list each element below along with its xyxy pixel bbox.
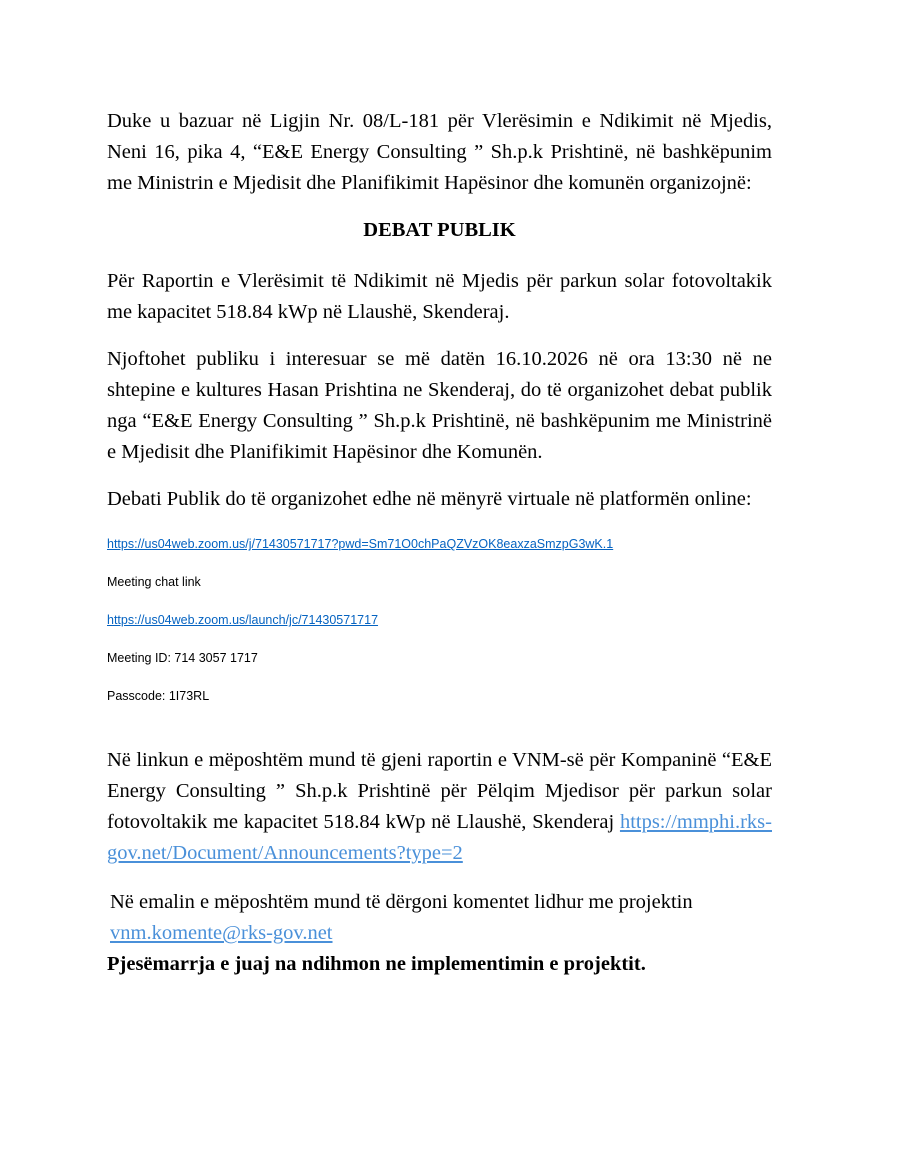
document-page — [107, 106, 772, 980]
report-link[interactable]: https://mmphi.rks-gov.net/Document/Announcements?type=2 — [107, 811, 772, 864]
virtual-paragraph: Debati Publik do të organizohet edhe në mënyrë virtuale në platformën online: — [107, 488, 752, 510]
meeting-id: Meeting ID: 714 3057 1717 — [107, 651, 258, 665]
chat-link-label: Meeting chat link — [107, 575, 201, 589]
zoom-meeting-link[interactable]: https://us04web.zoom.us/j/71430571717?pwd=Sm71O0chPaQZVzOK8eaxzaSmzpG3wK.1 — [107, 537, 614, 551]
intro-paragraph: Duke u bazuar në Ligjin Nr. 08/L-181 për Vlerësimin e Ndikimit në Mjedis, Neni 16, pika 4, “E&E Energy Consulting ” Sh.p.k Prishtinë, në bashkëpunim me Ministrin e Mjedisit dhe Planifikimit Hapësinor dhe komunën organizojnë: — [107, 110, 772, 194]
email-paragraph: Në emalin e mëposhtëm mund të dërgoni komentet lidhur me projektin — [110, 891, 693, 913]
meeting-passcode: Passcode: 1I73RL — [107, 689, 210, 703]
report-text: Në linkun e mëposhtëm mund të gjeni raportin e VNM-së për Kompaninë “E&E Energy Consulting ” Sh.p.k Prishtinë për Pëlqim Mjedisor për parkun solar fotovoltakik me kapacitet 518.84 kWp në Llaushë, Skenderaj — [107, 749, 772, 833]
page-title: DEBAT PUBLIK — [363, 219, 516, 241]
closing-statement: Pjesëmarrja e juaj na ndihmon ne implementimin e projektit. — [107, 953, 646, 975]
notice-paragraph: Njoftohet publiku i interesuar se më datën 16.10.2026 në ora 13:30 në ne shtepine e kultures Hasan Prishtina ne Skenderaj, do të organizohet debat publik nga “E&E Energy Consulting ” Sh.p.k Prishtinë, në bashkëpunim me Ministrinë e Mjedisit dhe Planifikimit Hapësinor dhe Komunën. — [107, 348, 772, 463]
email-link[interactable]: vnm.komente@rks-gov.net — [110, 922, 333, 944]
subject-paragraph: Për Raportin e Vlerësimit të Ndikimit në Mjedis për parkun solar fotovoltakik me kapacitet 518.84 kWp në Llaushë, Skenderaj. — [107, 270, 772, 323]
report-paragraph — [107, 745, 772, 869]
zoom-chat-link[interactable]: https://us04web.zoom.us/launch/jc/71430571717 — [107, 613, 379, 627]
